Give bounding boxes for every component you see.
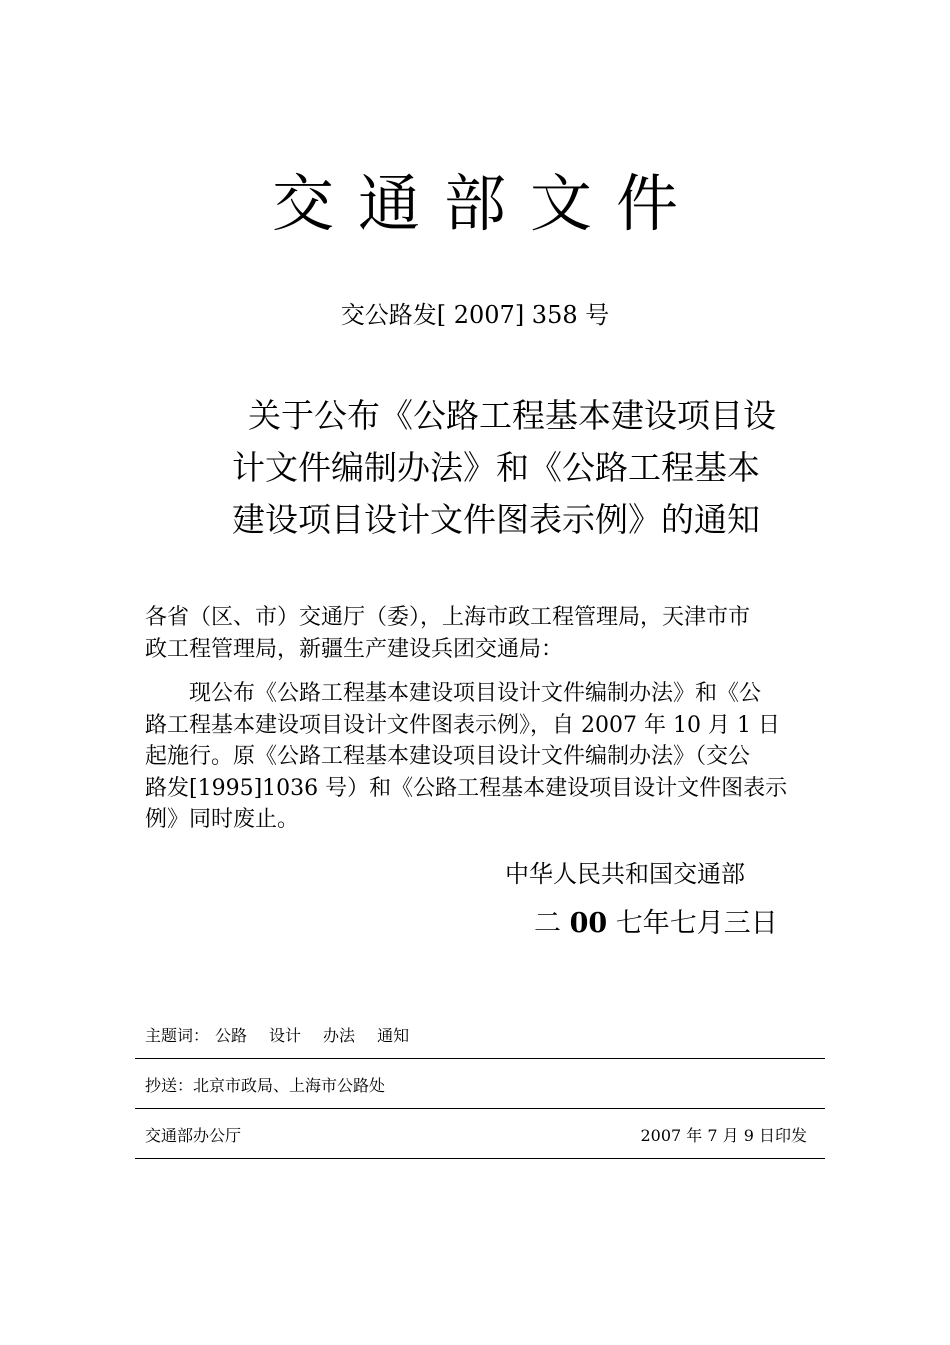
divider-line xyxy=(135,1108,825,1109)
addressee-line: 各省（区、市）交通厅（委），上海市政工程管理局，天津市市 xyxy=(145,605,751,630)
keyword: 办法 xyxy=(323,1026,356,1045)
body-line: 起施行。原《公路工程基本建设项目设计文件编制办法》（交公 xyxy=(145,744,751,769)
keyword: 公路 xyxy=(215,1026,248,1045)
body-line: 例》同时废止。 xyxy=(145,807,300,832)
document-header-title: 交通部文件 xyxy=(271,167,702,240)
divider-line xyxy=(135,1158,825,1159)
divider-line xyxy=(135,1058,825,1059)
issuer-office: 交通部办公厅 xyxy=(145,1126,242,1145)
title-line: 建设项目设计文件图表示例》的通知 xyxy=(232,500,760,539)
date-suffix: 七年七月三日 xyxy=(615,908,778,939)
date-prefix: 二 xyxy=(534,908,561,939)
keyword: 设计 xyxy=(269,1026,302,1045)
title-line: 关于公布《公路工程基本建设项目设 xyxy=(248,396,776,435)
document-number: 交公路发[ 2007] 358 号 xyxy=(340,301,610,329)
signature-date xyxy=(534,906,778,942)
signature-org: 中华人民共和国交通部 xyxy=(505,860,745,888)
cc-line: 抄送：北京市政局、上海市公路处 xyxy=(145,1076,386,1095)
keywords-label: 主题词： xyxy=(145,1026,210,1045)
keywords-row xyxy=(145,1025,431,1047)
addressee-line: 政工程管理局，新疆生产建设兵团交通局： xyxy=(145,636,564,662)
body-line: 路工程基本建设项目设计文件图表示例》，自 2007 年 10 月 1 日 xyxy=(145,712,780,738)
addressee-block xyxy=(145,602,815,665)
keyword: 通知 xyxy=(377,1026,410,1045)
title-line: 计文件编制办法》和《公路工程基本 xyxy=(232,448,760,487)
body-line: 现公布《公路工程基本建设项目设计文件编制办法》和《公 xyxy=(189,681,762,706)
body-line: 路发[1995]1036 号）和《公路工程基本建设项目设计文件图表示 xyxy=(145,775,788,801)
date-bold-digits: 00 xyxy=(569,908,608,939)
print-date: 2007 年 7 月 9 日印发 xyxy=(640,1126,807,1145)
notice-title xyxy=(232,390,832,546)
body-paragraph xyxy=(145,678,815,836)
